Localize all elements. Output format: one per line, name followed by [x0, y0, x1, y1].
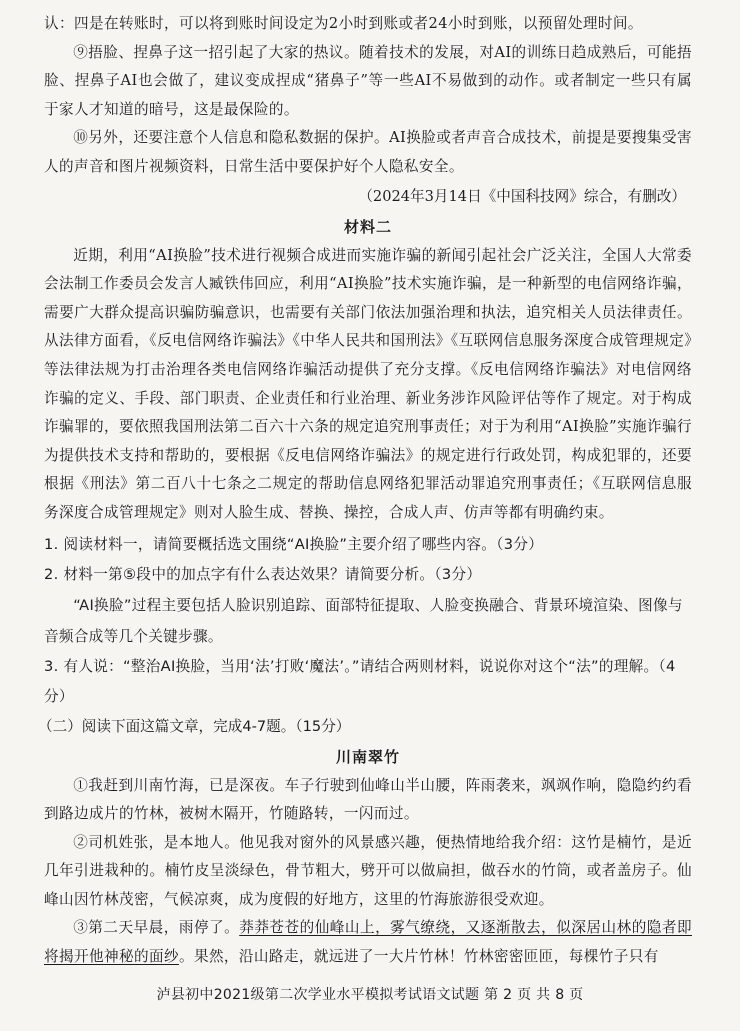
question-2-answer: “AI换脸”过程主要包括人脸识别追踪、面部特征提取、人脸变换融合、背景环境渲染、图像与音频合成等几个关键步骤。	[44, 596, 683, 645]
article-underlined-sentence: 莽莽苍苍的仙峰山上，雾气缭绕，又逐渐散去，似深居山林的隐者即将揭开他神秘的面纱	[44, 919, 692, 966]
article-paragraph-3-rest: 。果然，沿山路走，就远进了一大片竹林！竹林密密匝匝，每棵竹子只有	[178, 948, 659, 966]
article-paragraph-3-start: ③第二天早晨，雨停了。	[73, 919, 240, 937]
question-2: 2. 材料一第⑤段中的加点字有什么表达效果？请简要分析。（3分）	[44, 565, 482, 583]
material1-source: （2024年3月14日《中国科技网》综合，有删改）	[358, 187, 686, 205]
material2-body: 近期，利用“AI换脸”技术进行视频合成进而实施诈骗的新闻引起社会广泛关注，全国人大常委会法制工作委员会发言人臧铁伟回应，利用“AI换脸”技术实施诈骗，是一种新型的电信网络诈骗，需要广大群众提高识骗防骗意识，也需要有关部门依法加强治理和执法，追究相关人员法律责任。从法律方面看，《反电信网络诈骗法》《中华人民共和国刑法》《互联网信息服务深度合成管理规定》等法律法规为打击治理各类电信网络诈骗活动提供了充分支撑。《反电信网络诈骗法》对电信网络诈骗的定义、手段、部门职责、企业责任和行业治理、新业务涉诈风险评估等作了规定。对于构成诈骗罪的，要依照我国刑法第二百六十六条的规定追究刑事责任；对于为利用“AI换脸”实施诈骗行为提供技术支持和帮助的，要根据《反电信网络诈骗法》的规定进行行政处罚，构成犯罪的，还要根据《刑法》第二百八十七条之二规定的帮助信息网络犯罪活动罪追究刑事责任；《互联网信息服务深度合成管理规定》则对人脸生成、替换、操控，合成人声、仿声等都有明确约束。	[44, 246, 692, 521]
article-paragraph-2: ②司机姓张，是本地人。他见我对窗外的风景感兴趣，便热情地给我介绍：这竹是楠竹，是近几年引进栽种的。楠竹皮呈淡绿色，骨节粗大，劈开可以做扁担，做吞水的竹筒，或者盖房子。仙峰山因竹林茂密，气候凉爽，成为度假的好地方，这里的竹海旅游很受欢迎。	[44, 833, 692, 908]
article-paragraph-1: ①我赶到川南竹海，已是深夜。车子行驶到仙峰山半山腰，阵雨袭来，飒飒作响，隐隐约约看到路边成片的竹林，被树木隔开，竹随路转，一闪而过。	[44, 776, 692, 823]
material2-heading: 材料二	[343, 217, 392, 236]
article-paragraph-3	[44, 914, 692, 971]
material1-paragraph-10: ⑩另外，还要注意个人信息和隐私数据的保护。AI换脸或者声音合成技术，前提是要搜集受害人的声音和图片视频资料，日常生活中要保护好个人隐私安全。	[44, 129, 692, 175]
material1-paragraph-cont: 认：四是在转账时，可以将到账时间设定为2小时到账或者24小时到账，以预留处理时间。	[44, 15, 643, 32]
question-3: 3. 有人说：“整治AI换脸，当用‘法’打败‘魔法’。”请结合两则材料，说说你对这个“法”的理解。（4分）	[44, 657, 676, 705]
material1-paragraph-9: ⑨捂脸、捏鼻子这一招引起了大家的热议。随着技术的发展，对AI的训练日趋成熟后，可能捂脸、捏鼻子AI也会做了，建议变成捏成“猪鼻子”等一些AI不易做到的动作。或者制定一些只有属于家人才知道的暗号，这是最保险的。	[44, 43, 692, 118]
page-footer: 泸县初中2021级第二次学业水平模拟考试语文试题 第 2 页 共 8 页	[156, 987, 584, 1003]
article-title: 川南翠竹	[335, 747, 400, 766]
section2-instruction: （二）阅读下面这篇文章，完成4-7题。（15分）	[38, 717, 351, 735]
question-1: 1. 阅读材料一，请简要概括选文围绕“AI换脸”主要介绍了哪些内容。（3分）	[44, 535, 544, 553]
